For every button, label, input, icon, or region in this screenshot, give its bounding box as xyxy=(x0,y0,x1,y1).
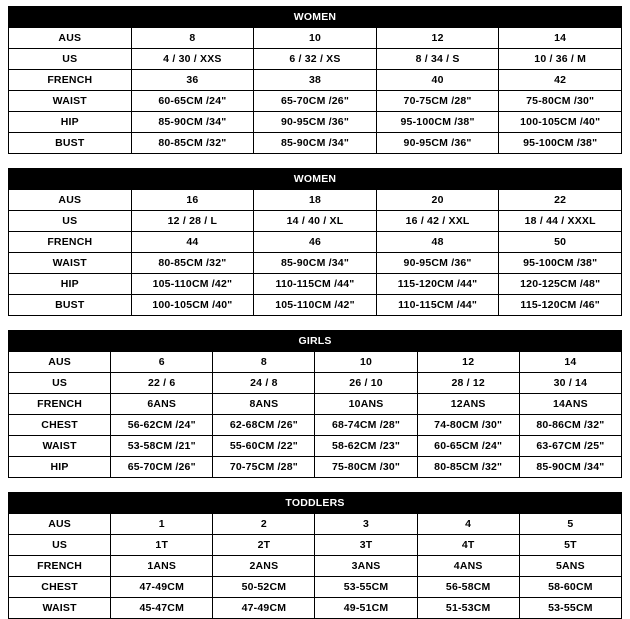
table-cell: 10 xyxy=(254,28,377,49)
table-cell: 10 / 36 / M xyxy=(499,49,622,70)
table-cell: 53-58CM /21" xyxy=(111,436,213,457)
table-cell: 50 xyxy=(499,232,622,253)
row-label: HIP xyxy=(9,274,132,295)
table-cell: 14 / 40 / XL xyxy=(254,211,377,232)
table-cell: 6ANS xyxy=(111,394,213,415)
table-cell: 10ANS xyxy=(315,394,417,415)
table-title: WOMEN xyxy=(9,7,622,28)
table-cell: 16 xyxy=(131,190,254,211)
table-cell: 1ANS xyxy=(111,556,213,577)
table-cell: 58-62CM /23" xyxy=(315,436,417,457)
table-cell: 85-90CM /34" xyxy=(131,112,254,133)
table-cell: 90-95CM /36" xyxy=(376,133,499,154)
row-label: WAIST xyxy=(9,91,132,112)
table-cell: 100-105CM /40" xyxy=(131,295,254,316)
table-cell: 14 xyxy=(519,352,621,373)
table-cell: 53-55CM xyxy=(315,577,417,598)
table-cell: 56-58CM xyxy=(417,577,519,598)
table-row xyxy=(9,556,622,577)
row-label: BUST xyxy=(9,133,132,154)
table-title: TODDLERS xyxy=(9,493,622,514)
table-cell: 1T xyxy=(111,535,213,556)
row-label: US xyxy=(9,49,132,70)
table-cell: 74-80CM /30" xyxy=(417,415,519,436)
table-cell: 28 / 12 xyxy=(417,373,519,394)
table-cell: 16 / 42 / XXL xyxy=(376,211,499,232)
size-table-women-large xyxy=(8,168,622,316)
table-cell: 95-100CM /38" xyxy=(376,112,499,133)
table-cell: 6 / 32 / XS xyxy=(254,49,377,70)
table-cell: 85-90CM /34" xyxy=(254,253,377,274)
table-row xyxy=(9,457,622,478)
size-table-toddlers xyxy=(8,492,622,619)
table-row xyxy=(9,352,622,373)
table-cell: 85-90CM /34" xyxy=(254,133,377,154)
table-row xyxy=(9,295,622,316)
row-label: BUST xyxy=(9,295,132,316)
row-label: WAIST xyxy=(9,436,111,457)
table-cell: 10 xyxy=(315,352,417,373)
table-title-row xyxy=(9,331,622,352)
table-cell: 46 xyxy=(254,232,377,253)
row-label: US xyxy=(9,373,111,394)
table-cell: 49-51CM xyxy=(315,598,417,619)
table-cell: 4ANS xyxy=(417,556,519,577)
table-cell: 14 xyxy=(499,28,622,49)
table-cell: 110-115CM /44" xyxy=(376,295,499,316)
table-title-row xyxy=(9,7,622,28)
table-cell: 100-105CM /40" xyxy=(499,112,622,133)
table-cell: 65-70CM /26" xyxy=(111,457,213,478)
table-cell: 8ANS xyxy=(213,394,315,415)
table-cell: 51-53CM xyxy=(417,598,519,619)
table-title: GIRLS xyxy=(9,331,622,352)
table-cell: 95-100CM /38" xyxy=(499,253,622,274)
table-cell: 80-85CM /32" xyxy=(417,457,519,478)
table-cell: 5T xyxy=(519,535,621,556)
table-cell: 12 xyxy=(376,28,499,49)
table-cell: 20 xyxy=(376,190,499,211)
table-cell: 18 xyxy=(254,190,377,211)
table-row xyxy=(9,598,622,619)
row-label: HIP xyxy=(9,112,132,133)
table-title-row xyxy=(9,493,622,514)
table-cell: 2 xyxy=(213,514,315,535)
table-cell: 60-65CM /24" xyxy=(417,436,519,457)
table-cell: 75-80CM /30" xyxy=(499,91,622,112)
table-cell: 38 xyxy=(254,70,377,91)
table-cell: 110-115CM /44" xyxy=(254,274,377,295)
table-cell: 80-86CM /32" xyxy=(519,415,621,436)
table-cell: 58-60CM xyxy=(519,577,621,598)
row-label: HIP xyxy=(9,457,111,478)
table-cell: 47-49CM xyxy=(213,598,315,619)
table-cell: 3 xyxy=(315,514,417,535)
table-cell: 18 / 44 / XXXL xyxy=(499,211,622,232)
table-cell: 5ANS xyxy=(519,556,621,577)
table-row xyxy=(9,415,622,436)
size-table-women-small xyxy=(8,6,622,154)
table-cell: 63-67CM /25" xyxy=(519,436,621,457)
table-cell: 48 xyxy=(376,232,499,253)
table-cell: 3T xyxy=(315,535,417,556)
table-cell: 26 / 10 xyxy=(315,373,417,394)
table-row xyxy=(9,535,622,556)
table-cell: 2T xyxy=(213,535,315,556)
table-cell: 85-90CM /34" xyxy=(519,457,621,478)
table-title-row xyxy=(9,169,622,190)
table-row xyxy=(9,91,622,112)
row-label: FRENCH xyxy=(9,232,132,253)
table-row xyxy=(9,253,622,274)
table-cell: 24 / 8 xyxy=(213,373,315,394)
table-cell: 14ANS xyxy=(519,394,621,415)
table-cell: 12 xyxy=(417,352,519,373)
table-cell: 3ANS xyxy=(315,556,417,577)
table-cell: 80-85CM /32" xyxy=(131,133,254,154)
table-cell: 8 xyxy=(213,352,315,373)
table-cell: 30 / 14 xyxy=(519,373,621,394)
row-label: WAIST xyxy=(9,598,111,619)
table-cell: 47-49CM xyxy=(111,577,213,598)
table-row xyxy=(9,373,622,394)
row-label: CHEST xyxy=(9,415,111,436)
table-cell: 68-74CM /28" xyxy=(315,415,417,436)
table-cell: 115-120CM /46" xyxy=(499,295,622,316)
row-label: US xyxy=(9,535,111,556)
table-cell: 8 / 34 / S xyxy=(376,49,499,70)
table-cell: 115-120CM /44" xyxy=(376,274,499,295)
table-cell: 50-52CM xyxy=(213,577,315,598)
table-cell: 22 / 6 xyxy=(111,373,213,394)
table-cell: 4T xyxy=(417,535,519,556)
size-table-girls xyxy=(8,330,622,478)
table-cell: 53-55CM xyxy=(519,598,621,619)
table-cell: 2ANS xyxy=(213,556,315,577)
table-cell: 80-85CM /32" xyxy=(131,253,254,274)
table-cell: 44 xyxy=(131,232,254,253)
table-cell: 95-100CM /38" xyxy=(499,133,622,154)
table-cell: 5 xyxy=(519,514,621,535)
row-label: WAIST xyxy=(9,253,132,274)
row-label: FRENCH xyxy=(9,70,132,91)
table-cell: 8 xyxy=(131,28,254,49)
table-row xyxy=(9,49,622,70)
table-cell: 120-125CM /48" xyxy=(499,274,622,295)
table-cell: 60-65CM /24" xyxy=(131,91,254,112)
table-cell: 75-80CM /30" xyxy=(315,457,417,478)
table-cell: 36 xyxy=(131,70,254,91)
table-row xyxy=(9,274,622,295)
table-row xyxy=(9,514,622,535)
table-row xyxy=(9,436,622,457)
row-label: FRENCH xyxy=(9,394,111,415)
table-cell: 62-68CM /26" xyxy=(213,415,315,436)
table-cell: 40 xyxy=(376,70,499,91)
table-cell: 90-95CM /36" xyxy=(254,112,377,133)
row-label: CHEST xyxy=(9,577,111,598)
table-cell: 70-75CM /28" xyxy=(213,457,315,478)
table-row xyxy=(9,211,622,232)
table-cell: 12 / 28 / L xyxy=(131,211,254,232)
table-cell: 6 xyxy=(111,352,213,373)
row-label: AUS xyxy=(9,352,111,373)
table-cell: 55-60CM /22" xyxy=(213,436,315,457)
table-cell: 56-62CM /24" xyxy=(111,415,213,436)
table-cell: 42 xyxy=(499,70,622,91)
table-cell: 22 xyxy=(499,190,622,211)
table-cell: 4 / 30 / XXS xyxy=(131,49,254,70)
table-row xyxy=(9,190,622,211)
table-row xyxy=(9,133,622,154)
table-cell: 70-75CM /28" xyxy=(376,91,499,112)
row-label: AUS xyxy=(9,28,132,49)
table-row xyxy=(9,232,622,253)
table-cell: 65-70CM /26" xyxy=(254,91,377,112)
table-row xyxy=(9,577,622,598)
row-label: AUS xyxy=(9,190,132,211)
row-label: AUS xyxy=(9,514,111,535)
table-row xyxy=(9,112,622,133)
table-cell: 4 xyxy=(417,514,519,535)
table-cell: 105-110CM /42" xyxy=(131,274,254,295)
table-cell: 105-110CM /42" xyxy=(254,295,377,316)
table-row xyxy=(9,394,622,415)
table-cell: 12ANS xyxy=(417,394,519,415)
table-cell: 1 xyxy=(111,514,213,535)
table-title: WOMEN xyxy=(9,169,622,190)
table-cell: 90-95CM /36" xyxy=(376,253,499,274)
table-row xyxy=(9,70,622,91)
row-label: US xyxy=(9,211,132,232)
row-label: FRENCH xyxy=(9,556,111,577)
table-cell: 45-47CM xyxy=(111,598,213,619)
table-row xyxy=(9,28,622,49)
